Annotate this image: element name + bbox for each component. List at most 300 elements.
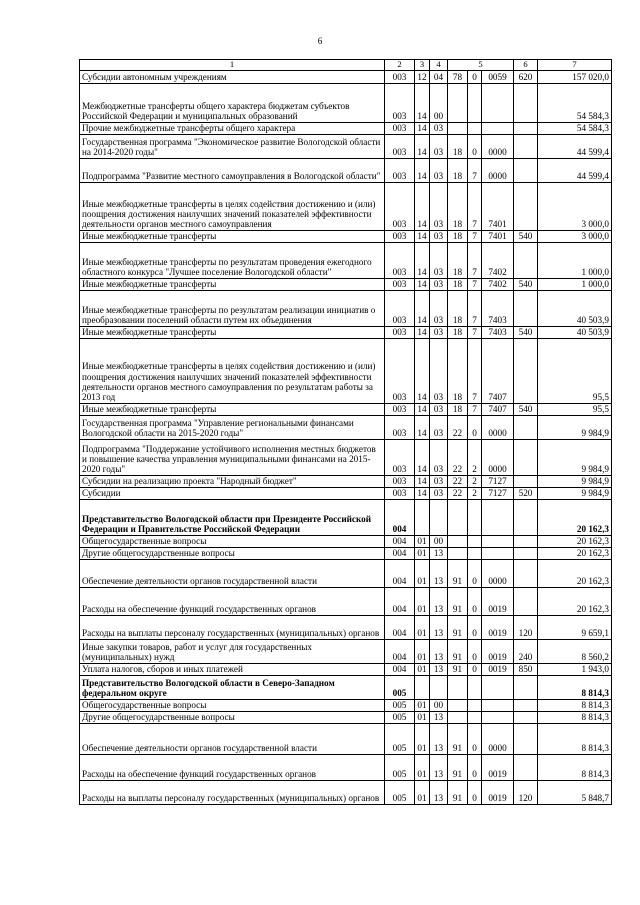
row-col-5a: 91 [448, 615, 468, 639]
row-amount: 95,5 [538, 338, 612, 403]
row-col-5c [482, 547, 514, 559]
row-col-2: 003 [385, 475, 415, 487]
header-col-1: 1 [80, 60, 385, 71]
row-col-3 [415, 675, 430, 699]
row-col-3: 01 [415, 663, 430, 675]
row-name: Прочие межбюджетные трансферты общего характера [80, 122, 385, 134]
row-amount: 8 560,2 [538, 639, 612, 663]
row-col-2: 003 [385, 83, 415, 122]
row-col-5a: 91 [448, 559, 468, 587]
row-col-5a: 22 [448, 487, 468, 499]
row-amount: 20 162,3 [538, 499, 612, 535]
row-col-5a [448, 675, 468, 699]
row-col-6 [514, 587, 538, 615]
row-col-2: 004 [385, 615, 415, 639]
table-row [80, 711, 612, 723]
row-name: Представительство Вологодской области при Президенте Российской Федерации и Правительстве Российской Федерации [80, 499, 385, 535]
row-name: Иные межбюджетные трансферты [80, 278, 385, 290]
row-col-2: 004 [385, 639, 415, 663]
row-col-5c: 7403 [482, 290, 514, 326]
row-col-5c: 0019 [482, 663, 514, 675]
row-col-4: 00 [430, 535, 448, 547]
row-col-3: 12 [415, 70, 430, 83]
row-col-5a: 91 [448, 663, 468, 675]
header-col-6: 6 [514, 60, 538, 71]
table-row [80, 403, 612, 415]
row-col-5a [448, 699, 468, 711]
row-col-3: 01 [415, 723, 430, 754]
row-col-3: 14 [415, 439, 430, 475]
row-col-5a: 18 [448, 242, 468, 278]
row-col-6 [514, 182, 538, 230]
row-col-5c: 7402 [482, 278, 514, 290]
row-amount: 3 000,0 [538, 230, 612, 242]
row-col-2: 004 [385, 587, 415, 615]
row-col-5b: 0 [468, 559, 482, 587]
row-col-3: 01 [415, 699, 430, 711]
row-col-5b: 7 [468, 158, 482, 182]
row-col-5b: 0 [468, 134, 482, 158]
row-col-4: 13 [430, 711, 448, 723]
row-col-5c: 0019 [482, 639, 514, 663]
row-col-3: 14 [415, 182, 430, 230]
row-col-6 [514, 559, 538, 587]
row-col-5a: 91 [448, 587, 468, 615]
row-col-5c: 0000 [482, 559, 514, 587]
row-col-5c: 7403 [482, 326, 514, 338]
row-col-4: 13 [430, 587, 448, 615]
row-col-3 [415, 499, 430, 535]
row-col-3: 14 [415, 487, 430, 499]
table-row [80, 535, 612, 547]
row-amount: 9 984,9 [538, 475, 612, 487]
row-col-6 [514, 439, 538, 475]
row-col-5c: 7407 [482, 338, 514, 403]
row-col-2: 005 [385, 675, 415, 699]
row-col-5a [448, 547, 468, 559]
row-col-6 [514, 83, 538, 122]
row-col-5a: 22 [448, 415, 468, 439]
row-name: Общегосударственные вопросы [80, 699, 385, 711]
row-name: Расходы на обеспечение функций государственных органов [80, 754, 385, 780]
row-col-3: 01 [415, 547, 430, 559]
row-col-5b [468, 83, 482, 122]
row-col-5c: 7127 [482, 475, 514, 487]
row-col-2: 003 [385, 338, 415, 403]
row-name: Расходы на выплаты персоналу государственных (муниципальных) органов [80, 615, 385, 639]
row-col-3: 01 [415, 754, 430, 780]
header-col-7: 7 [538, 60, 612, 71]
table-row [80, 487, 612, 499]
row-col-6 [514, 290, 538, 326]
table-row [80, 499, 612, 535]
row-col-6 [514, 134, 538, 158]
row-amount: 20 162,3 [538, 535, 612, 547]
row-amount: 54 584,3 [538, 83, 612, 122]
row-col-4: 03 [430, 338, 448, 403]
row-col-5c: 7402 [482, 242, 514, 278]
row-col-4: 13 [430, 547, 448, 559]
row-col-2: 003 [385, 290, 415, 326]
row-col-6 [514, 754, 538, 780]
row-col-6: 120 [514, 615, 538, 639]
row-col-3: 01 [415, 615, 430, 639]
row-col-5a: 22 [448, 475, 468, 487]
row-amount: 44 599,4 [538, 158, 612, 182]
row-col-2: 003 [385, 158, 415, 182]
row-col-6 [514, 535, 538, 547]
row-col-6 [514, 723, 538, 754]
row-name: Представительство Вологодской области в Северо-Западном федеральном округе [80, 675, 385, 699]
row-col-3: 01 [415, 587, 430, 615]
row-col-5a: 18 [448, 134, 468, 158]
row-amount: 40 503,9 [538, 290, 612, 326]
row-col-6 [514, 338, 538, 403]
table-row [80, 70, 612, 83]
table-row [80, 290, 612, 326]
row-col-2: 003 [385, 415, 415, 439]
row-col-3: 14 [415, 83, 430, 122]
row-col-5a [448, 711, 468, 723]
row-col-4: 13 [430, 754, 448, 780]
row-col-5a: 18 [448, 290, 468, 326]
row-col-5c [482, 711, 514, 723]
row-amount: 9 984,9 [538, 415, 612, 439]
row-name: Расходы на обеспечение функций государственных органов [80, 587, 385, 615]
row-col-5b [468, 711, 482, 723]
row-col-2: 005 [385, 711, 415, 723]
row-name: Расходы на выплаты персоналу государственных (муниципальных) органов [80, 780, 385, 804]
row-col-4: 13 [430, 559, 448, 587]
row-col-5c: 0019 [482, 587, 514, 615]
row-col-6: 520 [514, 487, 538, 499]
row-name: Иные межбюджетные трансферты [80, 326, 385, 338]
row-col-3: 01 [415, 780, 430, 804]
table-row [80, 663, 612, 675]
row-col-6 [514, 242, 538, 278]
row-col-2: 003 [385, 122, 415, 134]
table-row [80, 699, 612, 711]
row-col-5b [468, 699, 482, 711]
row-col-3: 14 [415, 230, 430, 242]
row-col-5a: 22 [448, 439, 468, 475]
row-col-6: 120 [514, 780, 538, 804]
row-col-4: 03 [430, 230, 448, 242]
row-col-4: 03 [430, 242, 448, 278]
row-col-5a: 18 [448, 403, 468, 415]
row-amount: 20 162,3 [538, 547, 612, 559]
row-col-4: 13 [430, 780, 448, 804]
row-amount: 8 814,3 [538, 754, 612, 780]
row-col-6 [514, 699, 538, 711]
row-col-5a [448, 122, 468, 134]
row-col-3: 01 [415, 639, 430, 663]
row-col-4: 03 [430, 487, 448, 499]
row-col-2: 003 [385, 182, 415, 230]
row-col-5c: 0000 [482, 134, 514, 158]
row-col-5b: 7 [468, 290, 482, 326]
row-name: Иные межбюджетные трансферты по результатам проведения ежегодного областного конкурса "Лучшее поселение Вологодской области" [80, 242, 385, 278]
row-col-5c: 7401 [482, 230, 514, 242]
table-row [80, 278, 612, 290]
row-name: Субсидии [80, 487, 385, 499]
row-col-5b: 2 [468, 475, 482, 487]
row-col-3: 14 [415, 290, 430, 326]
row-name: Уплата налогов, сборов и иных платежей [80, 663, 385, 675]
row-col-5b: 7 [468, 338, 482, 403]
row-col-3: 14 [415, 415, 430, 439]
table-row [80, 122, 612, 134]
row-col-5c [482, 699, 514, 711]
row-col-5c: 0000 [482, 415, 514, 439]
row-col-4: 13 [430, 639, 448, 663]
row-col-4: 03 [430, 290, 448, 326]
row-col-5a: 18 [448, 230, 468, 242]
row-col-3: 01 [415, 711, 430, 723]
row-col-6 [514, 415, 538, 439]
table-row [80, 182, 612, 230]
row-col-5a: 91 [448, 639, 468, 663]
row-col-6: 240 [514, 639, 538, 663]
row-col-5b: 0 [468, 754, 482, 780]
row-amount: 8 814,3 [538, 711, 612, 723]
row-col-5c: 0000 [482, 158, 514, 182]
row-col-4: 03 [430, 439, 448, 475]
budget-table [79, 59, 612, 805]
row-col-5c: 0000 [482, 723, 514, 754]
row-col-6 [514, 547, 538, 559]
row-col-2: 003 [385, 230, 415, 242]
table-row [80, 338, 612, 403]
header-row [80, 60, 612, 71]
row-col-2: 003 [385, 439, 415, 475]
row-col-4: 03 [430, 403, 448, 415]
row-col-5b: 7 [468, 326, 482, 338]
table-row [80, 559, 612, 587]
row-col-2: 003 [385, 403, 415, 415]
row-col-4: 03 [430, 182, 448, 230]
row-col-5b: 0 [468, 615, 482, 639]
row-col-5a: 18 [448, 326, 468, 338]
row-col-6 [514, 158, 538, 182]
row-col-2: 003 [385, 326, 415, 338]
table-row [80, 639, 612, 663]
row-name: Межбюджетные трансферты общего характера бюджетам субъектов Российской Федерации и муниципальных образований [80, 83, 385, 122]
table-row [80, 439, 612, 475]
row-col-4: 03 [430, 475, 448, 487]
row-col-6 [514, 475, 538, 487]
row-col-2: 004 [385, 663, 415, 675]
row-amount: 8 814,3 [538, 699, 612, 711]
row-col-4: 03 [430, 415, 448, 439]
row-name: Иные межбюджетные трансферты [80, 230, 385, 242]
row-amount: 9 984,9 [538, 487, 612, 499]
row-col-5c: 0000 [482, 439, 514, 475]
table-row [80, 230, 612, 242]
row-col-4: 03 [430, 158, 448, 182]
row-col-5b [468, 675, 482, 699]
row-col-3: 14 [415, 134, 430, 158]
row-amount: 5 848,7 [538, 780, 612, 804]
row-col-4 [430, 499, 448, 535]
row-col-2: 003 [385, 134, 415, 158]
row-col-2: 003 [385, 70, 415, 83]
row-col-5b: 7 [468, 230, 482, 242]
row-amount: 9 984,9 [538, 439, 612, 475]
row-col-3: 14 [415, 403, 430, 415]
row-col-5a [448, 499, 468, 535]
row-col-2: 005 [385, 754, 415, 780]
row-col-6: 540 [514, 326, 538, 338]
row-col-5a: 18 [448, 278, 468, 290]
row-col-5c: 7401 [482, 182, 514, 230]
row-col-5b [468, 547, 482, 559]
row-col-5a [448, 535, 468, 547]
row-amount: 1 943,0 [538, 663, 612, 675]
row-amount: 1 000,0 [538, 278, 612, 290]
row-col-5b [468, 499, 482, 535]
table-row [80, 242, 612, 278]
row-col-2: 004 [385, 499, 415, 535]
row-col-4: 03 [430, 134, 448, 158]
row-amount: 20 162,3 [538, 559, 612, 587]
row-col-6 [514, 499, 538, 535]
table-row [80, 326, 612, 338]
row-name: Иные межбюджетные трансферты в целях содействия достижению и (или) поощрения достижения наилучших значений показателей эффективности деятельности органов местного самоуправления по результатам работы за 2013 год [80, 338, 385, 403]
row-col-5b: 7 [468, 242, 482, 278]
row-name: Государственная программа "Экономическое развитие Вологодской области на 2014-2020 годы" [80, 134, 385, 158]
row-col-5b: 0 [468, 587, 482, 615]
row-col-3: 01 [415, 535, 430, 547]
row-col-2: 004 [385, 535, 415, 547]
row-amount: 20 162,3 [538, 587, 612, 615]
row-amount: 3 000,0 [538, 182, 612, 230]
row-col-5c: 7127 [482, 487, 514, 499]
row-col-2: 005 [385, 723, 415, 754]
table-row [80, 615, 612, 639]
row-col-3: 14 [415, 158, 430, 182]
row-col-6: 540 [514, 278, 538, 290]
row-col-6: 850 [514, 663, 538, 675]
row-col-5b: 0 [468, 780, 482, 804]
row-col-4: 04 [430, 70, 448, 83]
row-col-6 [514, 711, 538, 723]
row-col-5a: 78 [448, 70, 468, 83]
row-col-5a: 91 [448, 754, 468, 780]
row-amount: 9 659,1 [538, 615, 612, 639]
row-name: Обеспечение деятельности органов государственной власти [80, 559, 385, 587]
row-col-2: 005 [385, 699, 415, 711]
header-col-4: 4 [430, 60, 448, 71]
row-col-2: 003 [385, 487, 415, 499]
row-amount: 157 020,0 [538, 70, 612, 83]
header-col-5: 5 [448, 60, 514, 71]
table-row [80, 547, 612, 559]
row-name: Подпрограмма "Развитие местного самоуправления в Вологодской области" [80, 158, 385, 182]
row-amount: 54 584,3 [538, 122, 612, 134]
row-col-3: 14 [415, 278, 430, 290]
row-amount: 8 814,3 [538, 675, 612, 699]
row-col-4: 00 [430, 699, 448, 711]
row-col-6: 620 [514, 70, 538, 83]
row-col-6: 540 [514, 403, 538, 415]
row-col-4: 03 [430, 278, 448, 290]
row-name: Иные межбюджетные трансферты в целях содействия достижению и (или) поощрения достижения наилучших значений показателей эффективности деятельности органов местного самоуправления [80, 182, 385, 230]
row-col-2: 003 [385, 242, 415, 278]
row-col-3: 01 [415, 559, 430, 587]
table-row [80, 415, 612, 439]
row-col-3: 14 [415, 326, 430, 338]
row-col-4: 00 [430, 83, 448, 122]
row-name: Подпрограмма "Поддержание устойчивого исполнения местных бюджетов и повышение качества управления муниципальными финансами на 2015-2020 годы" [80, 439, 385, 475]
row-col-4: 13 [430, 663, 448, 675]
row-col-5b: 0 [468, 70, 482, 83]
row-col-4: 03 [430, 326, 448, 338]
row-col-5c [482, 83, 514, 122]
row-col-5b [468, 122, 482, 134]
row-name: Иные межбюджетные трансферты [80, 403, 385, 415]
row-amount: 44 599,4 [538, 134, 612, 158]
row-col-5b: 7 [468, 278, 482, 290]
row-col-5a: 91 [448, 723, 468, 754]
header-col-2: 2 [385, 60, 415, 71]
row-col-2: 004 [385, 559, 415, 587]
row-col-5a: 18 [448, 338, 468, 403]
row-name: Государственная программа "Управление региональными финансами Вологодской области на 2015-2020 годы" [80, 415, 385, 439]
page-number: 6 [317, 36, 323, 46]
row-col-3: 14 [415, 475, 430, 487]
row-col-5a: 91 [448, 780, 468, 804]
table-row [80, 780, 612, 804]
table-row [80, 675, 612, 699]
table-row [80, 83, 612, 122]
table-row [80, 754, 612, 780]
row-amount: 1 000,0 [538, 242, 612, 278]
row-amount: 40 503,9 [538, 326, 612, 338]
row-name: Иные межбюджетные трансферты по результатам реализации инициатив о преобразовании поселений области путем их объединения [80, 290, 385, 326]
row-col-5b: 7 [468, 182, 482, 230]
row-col-5b: 7 [468, 403, 482, 415]
row-name: Субсидии на реализацию проекта "Народный бюджет" [80, 475, 385, 487]
row-col-5a: 18 [448, 158, 468, 182]
row-name: Иные закупки товаров, работ и услуг для государственных (муниципальных) нужд [80, 639, 385, 663]
row-col-2: 003 [385, 278, 415, 290]
row-col-5c: 7407 [482, 403, 514, 415]
row-col-5b [468, 535, 482, 547]
row-col-5c [482, 499, 514, 535]
table-row [80, 587, 612, 615]
table-row [80, 134, 612, 158]
row-amount: 95,5 [538, 403, 612, 415]
row-col-5b: 0 [468, 415, 482, 439]
row-col-4: 13 [430, 723, 448, 754]
row-col-5c: 0059 [482, 70, 514, 83]
row-col-5c: 0019 [482, 754, 514, 780]
row-col-3: 14 [415, 338, 430, 403]
table-row [80, 158, 612, 182]
row-col-6: 540 [514, 230, 538, 242]
row-col-5b: 0 [468, 663, 482, 675]
row-col-2: 005 [385, 780, 415, 804]
row-col-2: 004 [385, 547, 415, 559]
row-col-5a: 18 [448, 182, 468, 230]
row-col-5c: 0019 [482, 780, 514, 804]
row-col-4: 03 [430, 122, 448, 134]
table-row [80, 475, 612, 487]
row-name: Другие общегосударственные вопросы [80, 547, 385, 559]
row-col-5b: 0 [468, 723, 482, 754]
row-name: Субсидии автономным учреждениям [80, 70, 385, 83]
